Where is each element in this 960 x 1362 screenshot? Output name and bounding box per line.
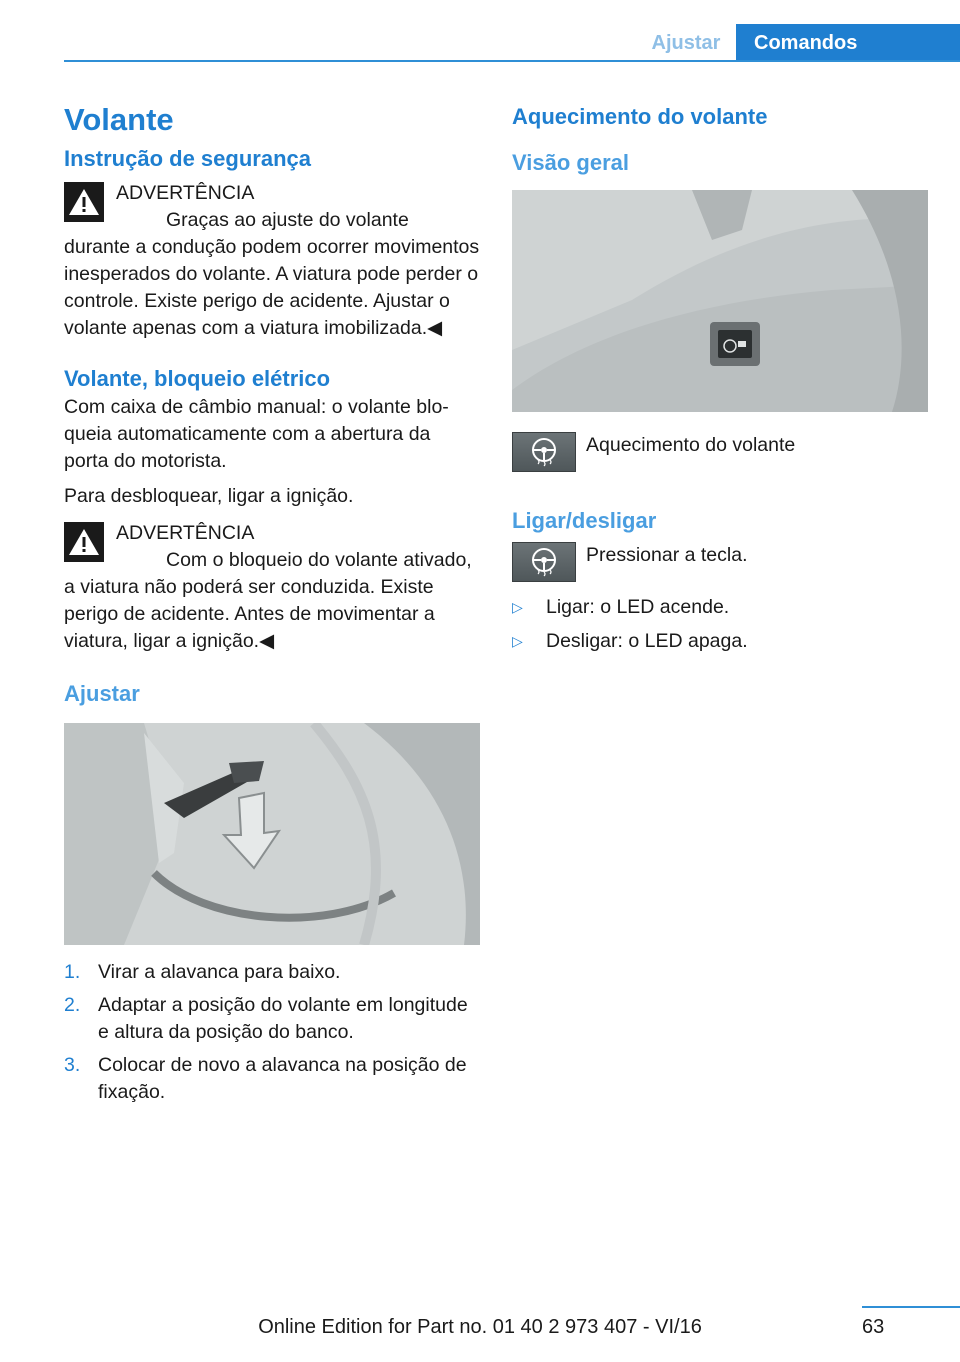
warning-block-1: [64, 180, 480, 342]
list-triangle-icon: ▷: [512, 599, 523, 615]
warning-text: Com o bloqueio do volante ativado, a viatura não poderá ser conduzida. Existe perigo de acidente. Antes de movimentar a viatura, ligar a ignição.◀: [64, 549, 472, 652]
adjust-steps: [64, 959, 480, 1106]
key-label: Aquecimento do volante: [586, 434, 796, 456]
overview-heading: Visão geral: [512, 150, 629, 175]
edition-note: Online Edition for Part no. 01 40 2 973 407 - VI/16: [258, 1316, 702, 1338]
header-tab-ajustar[interactable]: Ajustar: [651, 32, 721, 54]
adjust-heading: Ajustar: [64, 681, 140, 706]
press-text: Pressionar a tecla.: [586, 544, 748, 566]
warning-label: ADVERTÊNCIA: [116, 522, 255, 544]
steering-lever-image: [64, 723, 480, 945]
lock-heading: Volante, bloqueio elétrico: [64, 366, 331, 391]
heating-heading: Aquecimento do volante: [512, 104, 768, 129]
warning-label: ADVERTÊNCIA: [116, 182, 255, 204]
list-item: ▷ Desligar: o LED apaga.: [512, 628, 928, 655]
warning-text: Graças ao ajuste do volante durante a condução podem ocorrer movimentos inesperados do volante. A viatura pode perder o controle. Existe perigo de acidente. Ajustar o volante apenas com a viatura imobilizada.◀: [64, 209, 480, 339]
list-item: 1. Virar a alavanca para baixo.: [64, 961, 341, 983]
list-triangle-icon: ▷: [512, 633, 523, 649]
warning-icon: [64, 522, 104, 562]
footer-rule: [862, 1306, 960, 1308]
press-key-row: [512, 542, 928, 582]
list-item: 2. Adaptar a posição do volante em longitude e altura da posição do banco.: [64, 994, 468, 1043]
lock-text: Com caixa de câmbio manual: o volante bloqueia automaticamente com a abertura da porta do motorista.: [64, 396, 449, 472]
heating-key-row: [512, 432, 928, 472]
header-tab-comandos[interactable]: Comandos: [736, 24, 960, 62]
safety-heading: Instrução de segurança: [64, 146, 311, 171]
steering-heat-icon[interactable]: [512, 432, 576, 472]
warning-icon: [64, 182, 104, 222]
header-rule: [64, 60, 960, 62]
page-title: Volante: [64, 102, 174, 137]
list-item: ▷ Ligar: o LED acende.: [512, 594, 928, 621]
warning-block-2: [64, 520, 480, 655]
onoff-heading: Ligar/desligar: [512, 508, 657, 533]
unlock-text: Para desbloquear, ligar a ignição.: [64, 485, 354, 507]
steering-column-image: [512, 190, 928, 412]
list-item: 3. Colocar de novo a alavanca na posição de fixação.: [64, 1054, 467, 1103]
steering-heat-icon[interactable]: [512, 542, 576, 582]
left-column: [64, 96, 480, 1112]
right-column: [512, 96, 928, 662]
page-number: 63: [862, 1316, 885, 1338]
onoff-list: [512, 594, 928, 655]
